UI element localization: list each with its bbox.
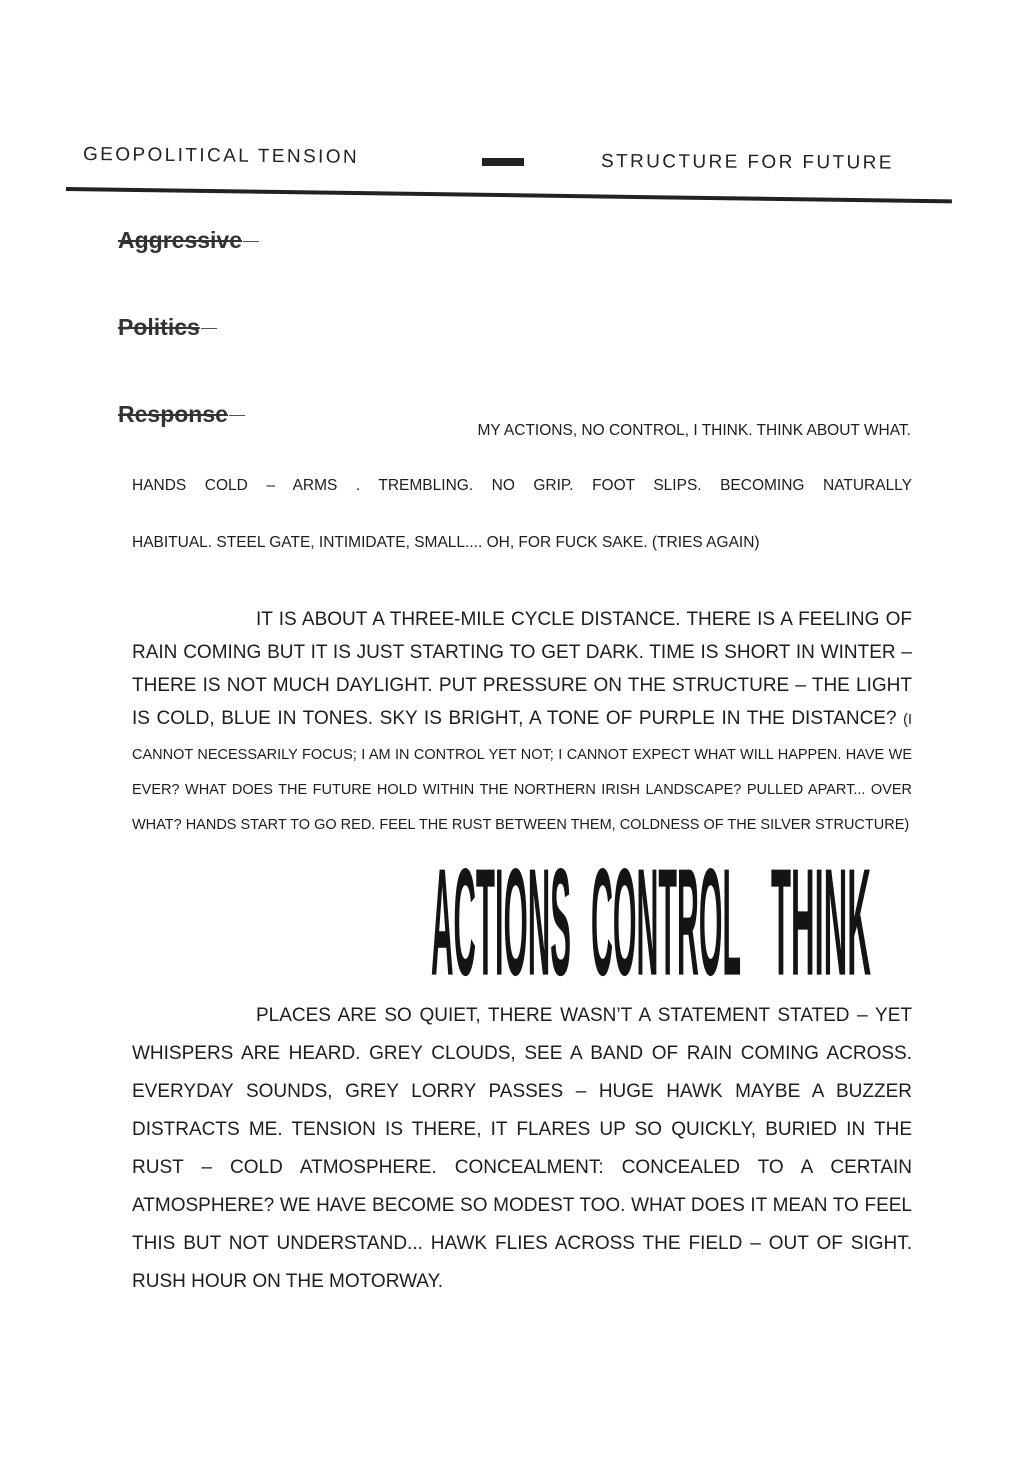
big-word-control: CONTROL (591, 840, 741, 1008)
header-rule (66, 187, 952, 203)
paragraph-2-text: PLACES ARE SO QUIET, THERE WASN’T A STATEMENT STATED – YET WHISPERS ARE HEARD. GREY CLOUDS, SEE A BAND OF RAIN COMING ACROSS. EVERYDAY SOUNDS, GREY LORRY PASSES – HUGE HAWK MAYBE A BUZZER DISTRACTS ME. TENSION IS THERE, IT FLARES UP SO QUICKLY, BURIED IN THE RUST – COLD ATMOSPHERE. CONCEALMENT: CONCEALED TO A CERTAIN ATMOSPHERE? WE HAVE BECOME SO MODEST TOO. WHAT DOES IT MEAN TO FEEL THIS BUT NOT UNDERSTAND... HAWK FLIES ACROSS THE FIELD – OUT OF SIGHT. RUSH HOUR ON THE MOTORWAY. (132, 1005, 912, 1292)
big-word-actions: ACTIONS (431, 840, 571, 1008)
text-line-2: HANDS COLD – ARMS . TREMBLING. NO GRIP. FOOT SLIPS. BECOMING NATURALLY (132, 477, 912, 494)
text-line-3: HABITUAL. STEEL GATE, INTIMIDATE, SMALL.... OH, FOR FUCK SAKE. (TRIES AGAIN) (132, 534, 760, 551)
header-dash (482, 158, 524, 166)
paragraph-1-aside: (I CANNOT NECESSARILY FOCUS; I AM IN CONTROL YET NOT; I CANNOT EXPECT WHAT WILL HAPPEN. HAVE WE EVER? WHAT DOES THE FUTURE HOLD WITHIN THE NORTHERN IRISH LANDSCAPE? PULLED APART... OVER WHAT? HANDS START TO GO RED. FEEL THE RUST BETWEEN THEM, COLDNESS OF THE SILVER STRUCTURE) (132, 712, 912, 833)
struck-word-text: Aggressive (118, 227, 243, 253)
header-left-title: GEOPOLITICAL TENSION (82, 144, 360, 168)
paragraph-1 (132, 603, 912, 842)
big-word-think: THINK (771, 840, 871, 1008)
header-right-title: STRUCTURE FOR FUTURE (600, 151, 894, 174)
struck-word-response (118, 401, 245, 428)
paragraph-1-main: IT IS ABOUT A THREE-MILE CYCLE DISTANCE. THERE IS A FEELING OF RAIN COMING BUT IT IS JUST STARTING TO GET DARK. TIME IS SHORT IN WINTER – THERE IS NOT MUCH DAYLIGHT. PUT PRESSURE ON THE STRUCTURE – THE LIGHT IS COLD, BLUE IN TONES. SKY IS BRIGHT, A TONE OF PURPLE IN THE DISTANCE? (132, 609, 912, 729)
struck-word-text: Response (118, 401, 228, 427)
big-overlay-words (431, 840, 871, 1010)
text-line-1: MY ACTIONS, NO CONTROL, I THINK. THINK ABOUT WHAT. (477, 422, 911, 439)
paragraph-2 (132, 997, 912, 1301)
struck-word-politics (118, 314, 217, 341)
struck-word-aggressive (118, 227, 259, 254)
struck-word-text: Politics (118, 314, 200, 340)
